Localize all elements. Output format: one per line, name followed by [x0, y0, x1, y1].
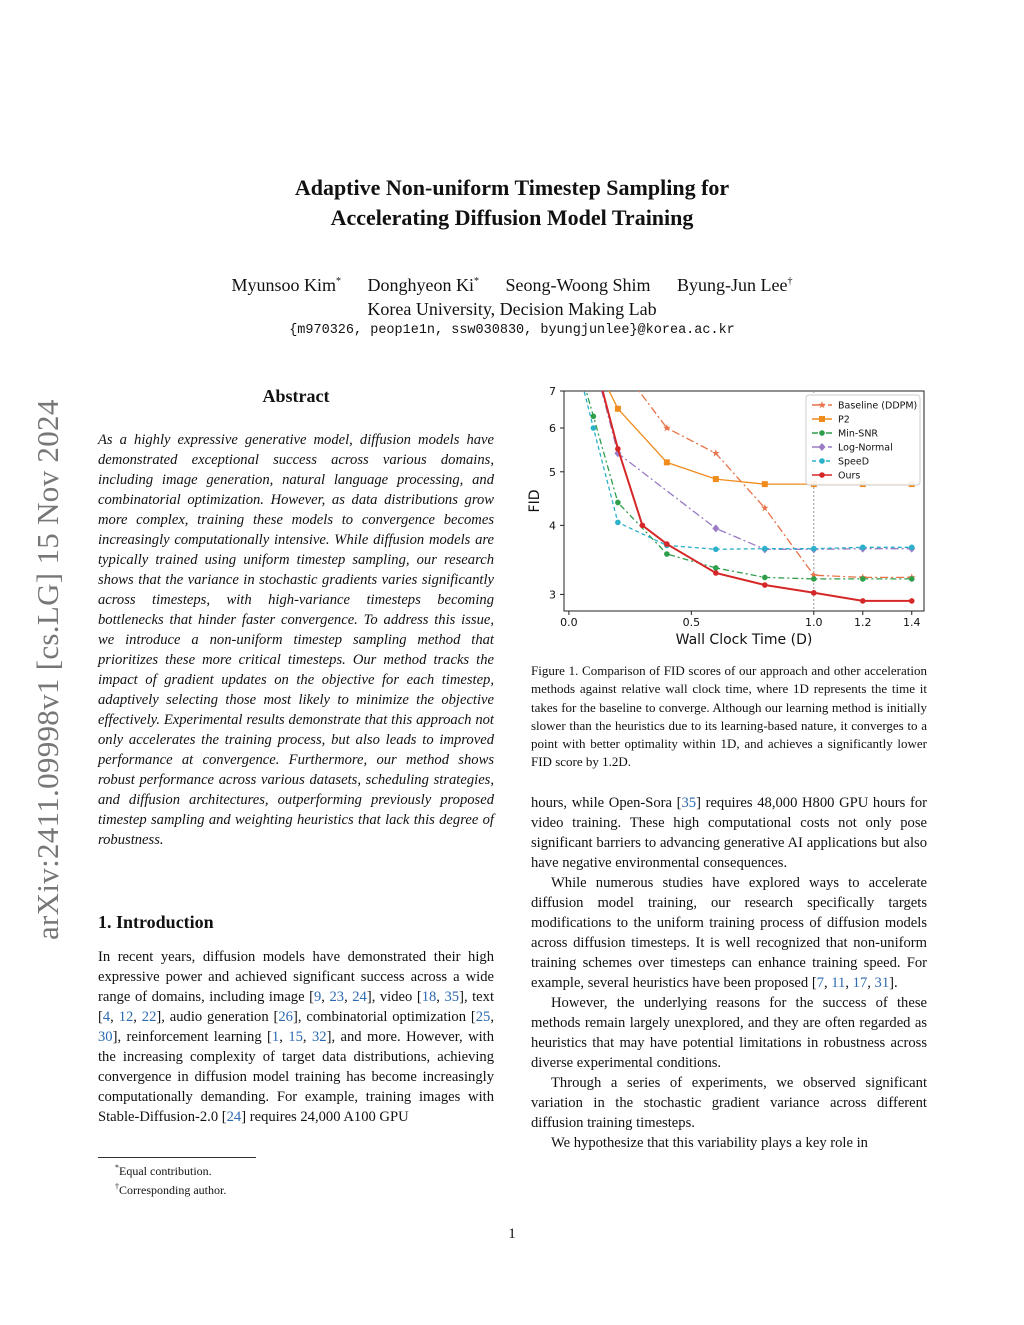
legend-label-speed: SpeeD [838, 456, 870, 468]
legend-label-p2: P2 [838, 414, 850, 426]
data-point-speed [811, 546, 817, 552]
paragraph-heuristics: However, the underlying reasons for the success of these methods remain largely unexplored, and they are often regarded as heuristics that may have potential limitations in robustness across diverse experimental conditions. [531, 995, 927, 1071]
data-point-min-snr [664, 551, 670, 557]
paragraph-compute-costs: hours, while Open-Sora [35] requires 48,000 H800 GPU hours for video training. These high computational costs not only pose significant barriers to advancing generative AI applications but also have negative environmental consequences. [531, 795, 927, 871]
y-tick-label: 7 [549, 385, 556, 398]
author-4: Byung-Jun Lee† [677, 275, 793, 295]
data-point-speed [909, 545, 915, 551]
data-point-min-snr [909, 576, 915, 582]
y-tick-label: 3 [549, 588, 556, 602]
page-number: 1 [508, 1226, 516, 1242]
author-list [0, 270, 1024, 297]
introduction-paragraph: In recent years, diffusion models have demonstrated their high expressive power and achieved significant success across a wide range of domains, including image [9, 23, 24], video [18, 35], text [4, 12, 22], audio generation [26], combinatorial optimization [25, 30], reinforcement learning [1, 15, 32], and more. However, with the increasing complexity of target data distributions, achieving convergence in diffusion model training has become increasingly computationally demanding. For example, training images with Stable-Diffusion-2.0 [24] requires 24,000 A100 GPU [98, 949, 495, 1125]
affiliation: Korea University, Decision Making Lab [367, 299, 657, 319]
citation-link[interactable]: 24 [226, 1109, 242, 1125]
data-point-p2 [664, 459, 670, 465]
legend-marker-ours [819, 472, 825, 478]
data-point-speed [762, 546, 768, 552]
arxiv-identifier: arXiv:2411.09998v1 [cs.LG] 15 Nov 2024 [30, 399, 65, 940]
citation-link[interactable]: 32 [312, 1029, 327, 1045]
citation-link[interactable]: 26 [278, 1009, 293, 1025]
data-point-speed [860, 545, 866, 551]
data-point-min-snr [762, 575, 768, 581]
data-point-p2 [713, 476, 719, 482]
y-tick-label: 5 [549, 465, 556, 479]
citation-link[interactable]: 24 [352, 989, 367, 1005]
legend-label-ours: Ours [838, 470, 861, 482]
citation-link[interactable]: 1 [271, 1029, 280, 1045]
abstract-text: As a highly expressive generative model, diffusion models have demonstrated exceptional success across various domains, including image generation, natural language processing, and combinatorial optimization. However, as data distributions grow more complex, training these models to convergence becomes increasingly computationally intensive. While diffusion models are typically trained using uniform timestep sampling, our research shows that the variance in stochastic gradients varies significantly across timesteps, with high-variance timesteps becoming bottlenecks that hinder faster convergence. To address this issue, we introduce a non-uniform timestep sampling method that prioritizes these more critical timesteps. Our method tracks the impact of gradient updates on the objective for each timestep, adaptively selecting those most likely to minimize the objective effectively. Experimental results demonstrate that this approach not only accelerates the training process, but also leads to improved performance at convergence. Furthermore, our method shows robust performance across various datasets, scheduling strategies, and diffusion architectures, outperforming previously proposed timestep sampling and weighting heuristics that lack this degree of robustness. [98, 432, 494, 848]
data-point-ours [615, 446, 621, 452]
citation-link[interactable]: 35 [681, 795, 697, 811]
legend-marker-speed [819, 458, 825, 464]
citation-link[interactable]: 17 [852, 975, 868, 991]
data-point-min-snr [615, 500, 621, 506]
fid-chart [520, 383, 935, 653]
footnote-rule [98, 1157, 256, 1158]
introduction-heading: 1. Introduction [98, 912, 214, 932]
data-point-speed [713, 547, 719, 553]
data-point-ours [909, 598, 915, 604]
data-point-log-normal [712, 524, 719, 532]
data-point-speed [615, 520, 621, 526]
data-point-ours [811, 590, 817, 596]
data-point-ours [640, 523, 646, 529]
author-emails: {m970326, peop1e1n, ssw030830, byungjunlee}@korea.ac.kr [289, 323, 735, 338]
y-tick-label: 4 [549, 519, 556, 533]
author-2: Donghyeon Ki* [367, 275, 479, 295]
figure-caption: Figure 1. Comparison of FID scores of our approach and other acceleration methods against relative wall clock time, where 1D represents the time it takes for the baseline to converge. Although our learning method is initially slower than the heuristics due to its learning-based nature, it converges to a point with better optimality within 1D, and achieves a significantly lower FID score by 1.2D. [531, 663, 927, 770]
citation-link[interactable]: 35 [444, 989, 460, 1005]
x-tick-label: 1.4 [903, 616, 921, 629]
data-point-p2 [615, 406, 621, 412]
footnote-equal-contribution: *Equal contribution. [115, 1163, 212, 1178]
paragraph-hypothesis: We hypothesize that this variability plays a key role in [551, 1135, 868, 1151]
data-point-min-snr [811, 576, 817, 582]
x-tick-label: 0.0 [560, 616, 578, 629]
data-point-min-snr [713, 565, 719, 571]
x-axis-label: Wall Clock Time (D) [675, 632, 813, 648]
title-line-1: Adaptive Non-uniform Timestep Sampling for [294, 175, 730, 200]
citation-link[interactable]: 31 [874, 975, 890, 991]
citation-link[interactable]: 11 [831, 975, 846, 991]
title-line-2: Accelerating Diffusion Model Training [330, 205, 694, 230]
citation-link[interactable]: 18 [421, 989, 437, 1005]
paragraph-related-work: While numerous studies have explored ways to accelerate diffusion model training, our research specifically targets modifications to the uniform training process of diffusion models across diffusion timesteps. It is well recognized that non-uniform training schemes over timesteps can enhance training speed. For example, several heuristics have been proposed [7, 11, 17, 31]. [531, 875, 927, 991]
y-tick-label: 6 [549, 422, 556, 436]
paragraph-observation: Through a series of experiments, we observed significant variation in the stochastic gradient variance across different diffusion training timesteps. [531, 1075, 927, 1131]
right-column-text [531, 793, 927, 1153]
data-point-speed [591, 425, 597, 431]
paper-title [0, 173, 1024, 233]
legend-label-baseline-ddpm: Baseline (DDPM) [838, 400, 918, 412]
abstract-heading: Abstract [262, 386, 330, 406]
data-point-ours [762, 582, 768, 588]
data-point-min-snr [860, 576, 866, 582]
footnote-corresponding-author: †Corresponding author. [115, 1182, 227, 1197]
data-point-ours [713, 570, 719, 576]
author-1: Myunsoo Kim* [231, 275, 341, 295]
citation-link[interactable]: 30 [98, 1029, 113, 1045]
citation-link[interactable]: 22 [141, 1009, 157, 1025]
data-point-ours [860, 598, 866, 604]
citation-link[interactable]: 23 [329, 989, 345, 1005]
data-point-min-snr [591, 413, 597, 419]
citation-link[interactable]: 7 [816, 975, 824, 991]
x-tick-label: 1.2 [854, 616, 872, 629]
footnotes [115, 1160, 226, 1198]
data-point-p2 [762, 481, 768, 487]
data-point-ours [664, 541, 670, 547]
x-tick-label: 1.0 [805, 616, 823, 629]
citation-link[interactable]: 12 [118, 1009, 134, 1025]
author-3: Seong-Woong Shim [505, 275, 651, 295]
legend-label-min-snr: Min-SNR [838, 428, 879, 440]
author-block [0, 270, 1024, 321]
citation-link[interactable]: 4 [102, 1009, 111, 1025]
citation-link[interactable]: 9 [313, 989, 322, 1005]
y-axis-label: FID [527, 489, 543, 513]
x-tick-label: 0.5 [682, 616, 701, 629]
legend-marker-p2 [819, 416, 825, 422]
legend-marker-min-snr [819, 430, 825, 436]
legend-label-log-normal: Log-Normal [838, 442, 893, 454]
citation-link[interactable]: 15 [288, 1029, 303, 1045]
citation-link[interactable]: 25 [475, 1009, 491, 1025]
